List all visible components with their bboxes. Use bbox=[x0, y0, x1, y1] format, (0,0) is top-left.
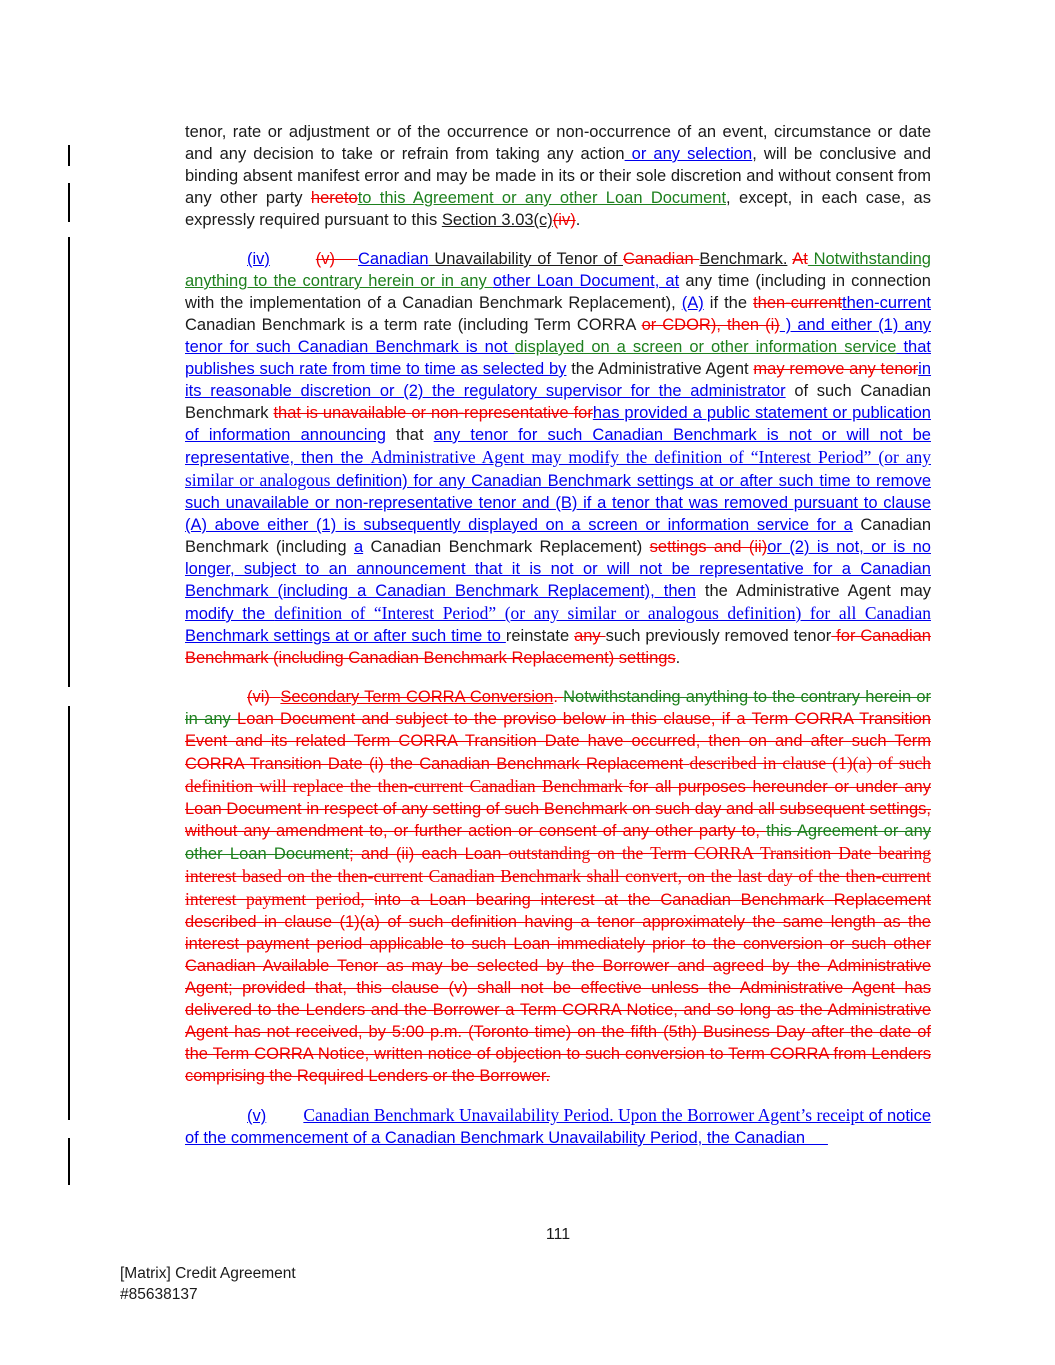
text-run: settings and (ii) bbox=[649, 538, 768, 556]
change-bar bbox=[68, 145, 70, 166]
page-number: 111 bbox=[545, 1226, 571, 1243]
text-run: this Agreement or any other Loan Document bbox=[185, 822, 931, 863]
text-run: ) and either (1) any tenor for such Canadian Benchmark is not bbox=[185, 316, 931, 356]
change-bar bbox=[68, 1138, 70, 1185]
text-run bbox=[270, 250, 316, 268]
text-run: modify the bbox=[185, 605, 275, 623]
change-bar bbox=[68, 237, 70, 687]
text-run: Canadian Benchmark is a term rate (including Term CORRA bbox=[185, 316, 642, 334]
text-run: , will be conclusive and binding absent manifest error and may be made in its or their sole discretion and without consent from any other party bbox=[185, 145, 931, 207]
paragraph bbox=[185, 686, 931, 1087]
text-run: the Administrative Agent may bbox=[695, 582, 931, 600]
text-run: . bbox=[553, 688, 564, 706]
text-run: of notice of the commencement of a Canadian Benchmark Unavailability Period, the Canadian bbox=[185, 1107, 931, 1147]
text-run: (A) bbox=[681, 294, 704, 312]
text-run: definition) for any Canadian Benchmark settings at or after such time to remove such unavailable or non-representative tenor and (B) if a tenor that was removed pursuant to clause (A) above either (1) is subsequently displayed on a screen or information service for a bbox=[185, 472, 932, 534]
text-run: . bbox=[675, 649, 681, 667]
text-run: (v) bbox=[315, 250, 358, 268]
text-run: hereto bbox=[310, 189, 358, 207]
text-run: any time (including in connection with the implementation of a Canadian Benchmark Replacement), bbox=[185, 272, 931, 312]
text-run: for Canadian Benchmark (including Canadian Benchmark Replacement) settings bbox=[185, 627, 931, 667]
text-run: (v) bbox=[247, 1107, 267, 1125]
text-run: for all purposes hereunder or under any Loan Document in respect of any setting of such Benchmark on such day and all subsequent settings, without any amendment to, or further action or consent of any other party to, bbox=[185, 778, 931, 840]
text-run: a bbox=[353, 538, 364, 556]
text-run: any bbox=[574, 627, 606, 645]
text-run: other Loan Document, at bbox=[492, 272, 680, 290]
text-run: that publishes such rate from time to time as selected by bbox=[185, 338, 931, 378]
text-run: Loan Document and subject to the proviso below in this clause, if a Term CORRA Transition Event and its related Term CORRA Transition Date have occurred, then on and after such Term CORRA Transition Date (i) the Canadian Benchmark Replacement bbox=[185, 710, 931, 773]
change-bar bbox=[68, 183, 70, 222]
text-run: Benchmark settings at or after such time to bbox=[185, 627, 506, 645]
text-run: in its reasonable discretion or (2) the regulatory supervisor for the administrator bbox=[185, 360, 932, 400]
text-run: of such Canadian Benchmark bbox=[185, 382, 931, 422]
text-run: then-current bbox=[753, 294, 843, 312]
text-run: Canadian Benchmark Unavailability Period. Upon the Borrower Agent’s receipt bbox=[303, 1105, 869, 1125]
text-run: Secondary Term CORRA Conversion bbox=[280, 688, 554, 706]
text-run: or any selection bbox=[624, 145, 753, 163]
text-run: tenor, rate or adjustment or of the occurrence or non-occurrence of an event, circumstance or date and any decision to take or refrain from taking any action bbox=[185, 123, 931, 163]
text-run: Unavailability of Tenor of bbox=[428, 250, 623, 268]
text-run: then-current bbox=[842, 294, 931, 312]
footer bbox=[120, 1263, 296, 1305]
text-run bbox=[266, 1107, 303, 1125]
text-run: Notwithstanding anything to the contrary herein or in any bbox=[185, 688, 932, 728]
text-run: that is unavailable or non-representative for bbox=[273, 404, 593, 422]
text-run: (iv) bbox=[247, 250, 270, 268]
text-run: reinstate bbox=[505, 627, 575, 645]
text-run: definition of “Interest Period” (or any similar or analogous definition) for all Canadian bbox=[274, 603, 931, 623]
text-run: Canadian bbox=[357, 250, 429, 268]
document-body bbox=[185, 121, 931, 1166]
text-run: such previously removed tenor bbox=[605, 627, 832, 645]
text-run: Canadian Benchmark Replacement) bbox=[363, 538, 650, 556]
paragraph bbox=[185, 1104, 931, 1149]
text-run: Canadian Benchmark (including bbox=[185, 516, 931, 556]
text-run: or CDOR), then (i) bbox=[641, 316, 780, 334]
change-bar bbox=[68, 706, 70, 1120]
text-run: displayed on a screen or other information service bbox=[514, 338, 897, 356]
text-run: , except, in each case, as expressly required pursuant to this bbox=[185, 189, 931, 229]
paragraph bbox=[185, 248, 931, 669]
footer-line-1: [Matrix] Credit Agreement bbox=[120, 1265, 296, 1282]
text-run: Administrative Agent may modify the definition of “Interest Period” (or any similar or analogous bbox=[185, 447, 931, 490]
text-run: At bbox=[792, 250, 808, 268]
text-run: described in clause (1)(a) of such definition will replace the then-current Canadian Benchmark bbox=[185, 753, 931, 796]
text-run: the Administrative Agent bbox=[566, 360, 754, 378]
footer-line-2: #85638137 bbox=[120, 1286, 198, 1303]
text-run: if the bbox=[703, 294, 754, 312]
text-run: Canadian bbox=[623, 250, 700, 268]
text-run: ; and (ii) each Loan bbox=[349, 845, 509, 863]
text-run: or (2) is not, or is no longer, subject to an announcement that it is not or will not be representative for a Canadian Benchmark (including a Canadian Benchmark Replacement), then bbox=[185, 538, 931, 600]
text-run: to this Agreement or any other Loan Document bbox=[357, 189, 727, 207]
text-run: Notwithstanding anything to the contrary herein or in any bbox=[185, 250, 931, 290]
text-run: Benchmark. bbox=[699, 250, 788, 268]
text-run: (vi) bbox=[247, 688, 281, 706]
text-run: has provided a public statement or publication of information announcing bbox=[185, 404, 931, 444]
text-run: outstanding on the Term CORRA Transition Date bearing interest based on the then-current Canadian Benchmark shall convert, on the last day of the then-current interest payment period, bbox=[185, 843, 932, 909]
text-run: any tenor for such Canadian Benchmark is not or will not be representative, then the bbox=[185, 426, 931, 467]
text-run: may remove any tenor bbox=[753, 360, 919, 378]
text-run: . bbox=[575, 211, 581, 229]
text-run: (iv) bbox=[552, 211, 576, 229]
text-run: that bbox=[385, 426, 434, 444]
text-run: into a Loan bearing interest at the Canadian Benchmark Replacement described in clause (1)(a) of such definition having a tenor approximately the same length as the interest payment period applicable to such Loan immediately prior to the conversion or such other Canadian Available Tenor as may be selected by the Borrower and agreed by the Administrative Agent; provided that, this clause (v) shall not be effective unless the Administrative Agent has delivered to the Lenders and the Borrower a Term CORRA Notice, and so long as the Administrative Agent has not received, by 5:00 p.m. (Toronto time) on the fifth (5th) Business Day after the date of the Term CORRA Notice, written notice of objection to such conversion to Term CORRA from Lenders comprising the Required Lenders or the Borrower. bbox=[185, 891, 932, 1085]
paragraph bbox=[185, 121, 931, 231]
text-run: Section 3.03(c) bbox=[441, 211, 553, 229]
